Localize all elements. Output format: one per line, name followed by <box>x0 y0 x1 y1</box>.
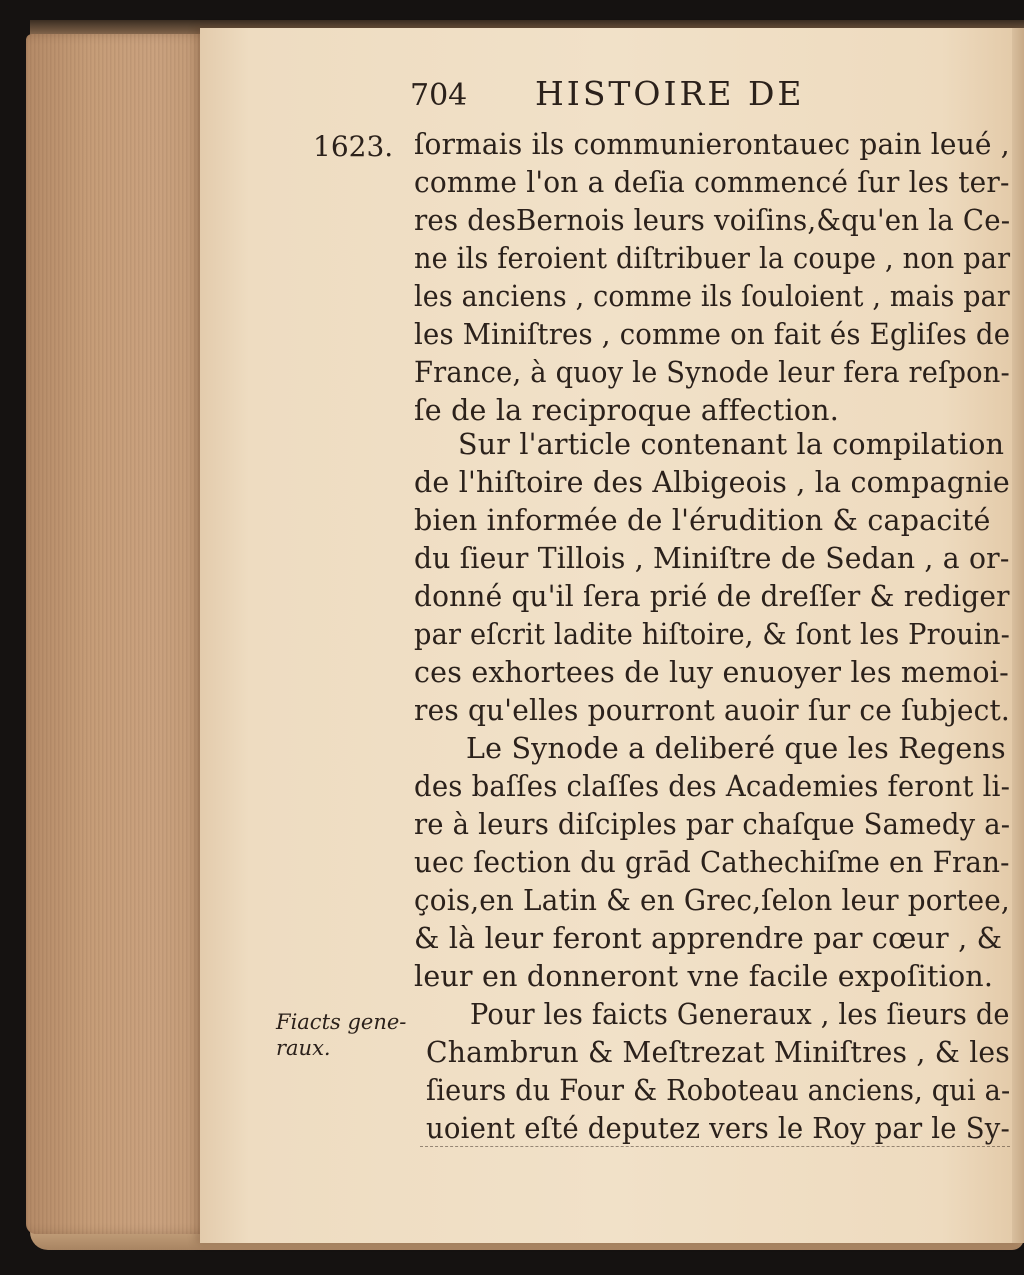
text-line: des baſſes claſſes des Academies feront li- <box>414 770 1011 803</box>
text-line: ſormais ils communierontauec pain leué , <box>414 128 1010 161</box>
text-line: res qu'elles pourront auoir ſur ce ſubject. <box>414 694 1011 727</box>
text-line: bien informée de l'érudition & capacité <box>414 504 991 537</box>
margin-note-line: Fiacts gene- <box>276 1010 407 1034</box>
text-line: Chambrun & Meſtrezat Miniſtres , & les <box>426 1036 1010 1069</box>
page-number: 704 <box>410 78 468 113</box>
bottom-rule <box>420 1146 1010 1149</box>
margin-note-line: raux. <box>276 1036 331 1060</box>
text-line: par eſcrit ladite hiſtoire, & ſont les Prouin- <box>414 618 1011 651</box>
text-line: ſe de la reciproque affection. <box>414 394 839 427</box>
text-line: les anciens , comme ils ſouloient , mais par <box>414 280 1010 313</box>
text-line: uec ſection du grād Cathechiſme en Fran- <box>414 846 1010 879</box>
text-line: du ſieur Tillois , Miniſtre de Sedan , a or- <box>414 542 1010 575</box>
text-line: donné qu'il ſera prié de dreſſer & rediger <box>414 580 1010 613</box>
text-line: ſieurs du Four & Roboteau anciens, qui a- <box>426 1074 1011 1107</box>
text-line: comme l'on a deſia commencé ſur les ter- <box>414 166 1010 199</box>
text-line: uoient eſté deputez vers le Roy par le Sy- <box>426 1112 1010 1145</box>
text-line: Sur l'article contenant la compilation <box>458 428 1005 461</box>
text-line: Pour les faicts Generaux , les ſieurs de <box>470 998 1010 1031</box>
text-line: re à leurs diſciples par chaſque Samedy a- <box>414 808 1011 841</box>
text-line: çois,en Latin & en Grec,ſelon leur portee, <box>414 884 1010 917</box>
text-line: de l'hiſtoire des Albigeois , la compagnie <box>414 466 1010 499</box>
text-line: les Miniſtres , comme on fait és Egliſes de <box>414 318 1011 351</box>
text-line: leur en donneront vne facile expoſition. <box>414 960 994 993</box>
next-page-edge <box>1012 28 1024 1243</box>
text-line: ne ils feroient diſtribuer la coupe , non par <box>414 242 1011 275</box>
text-line: & là leur feront apprendre par cœur , & <box>414 922 1003 955</box>
text-line: res desBernois leurs voiſins,&qu'en la Ce- <box>414 204 1011 237</box>
text-line: Le Synode a deliberé que les Regens <box>466 732 1006 765</box>
page-block-edge <box>26 34 212 1234</box>
running-title: HISTOIRE DE <box>535 74 805 113</box>
text-line: France, à quoy le Synode leur fera reſpon- <box>414 356 1010 389</box>
margin-year: 1623. <box>313 130 394 163</box>
text-line: ces exhortees de luy enuoyer les memoi- <box>414 656 1009 689</box>
